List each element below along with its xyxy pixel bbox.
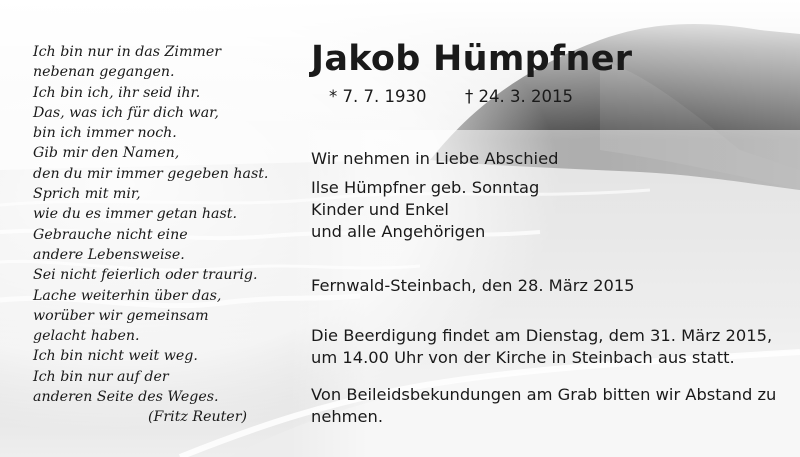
death-date: † 24. 3. 2015 — [465, 87, 573, 106]
condolence-info — [311, 384, 776, 428]
farewell-line — [311, 148, 558, 170]
condolence-line: Von Beileidsbekundungen am Grab bitten wir Abstand zu — [311, 385, 777, 404]
funeral-line: Die Beerdigung findet am Dienstag, dem 31. März 2015, — [311, 326, 773, 345]
poem-line: den du mir immer gegeben hast. — [33, 165, 269, 182]
poem-line: Lache weiterhin über das, — [33, 287, 222, 304]
poem-line: Sprich mit mir, — [33, 186, 141, 203]
mourner-line: und alle Angehörigen — [311, 222, 486, 241]
funeral-line: um 14.00 Uhr von der Kirche in Steinbach aus statt. — [311, 348, 735, 367]
deceased-name: Jakob Hümpfner — [311, 39, 633, 79]
condolence-line: nehmen. — [311, 407, 384, 426]
poem-line: bin ich immer noch. — [33, 125, 177, 142]
poem-line: gelacht haben. — [33, 328, 140, 345]
funeral-info — [311, 325, 772, 369]
farewell-text: Wir nehmen in Liebe Abschied — [311, 149, 559, 168]
poem-line: wie du es immer getan hast. — [33, 206, 238, 223]
poem-line: Das, was ich für dich war, — [33, 104, 219, 121]
poem-line: worüber wir gemeinsam — [33, 307, 209, 324]
poem-line: Ich bin nur in das Zimmer — [33, 44, 222, 60]
poem-line: nebenan gegangen. — [33, 64, 175, 81]
poem-author: (Fritz Reuter) — [148, 409, 248, 426]
poem — [33, 42, 273, 428]
poem-line: Ich bin nur auf der — [33, 368, 169, 385]
poem-line: andere Lebensweise. — [33, 246, 185, 263]
poem-line: Ich bin nicht weit weg. — [33, 348, 198, 365]
birth-date: * 7. 7. 1930 — [329, 87, 427, 106]
poem-line: anderen Seite des Weges. — [33, 389, 219, 406]
place-date — [311, 275, 635, 297]
mourner-line: Kinder und Enkel — [311, 200, 449, 219]
poem-line: Sei nicht feierlich oder traurig. — [33, 267, 258, 284]
mourner-line: Ilse Hümpfner geb. Sonntag — [311, 178, 540, 197]
poem-line: Gebrauche nicht eine — [33, 226, 188, 243]
poem-line: Gib mir den Namen, — [33, 145, 180, 162]
mourners-list — [311, 177, 539, 243]
poem-line: Ich bin ich, ihr seid ihr. — [33, 84, 201, 101]
place-date-text: Fernwald-Steinbach, den 28. März 2015 — [311, 276, 635, 295]
